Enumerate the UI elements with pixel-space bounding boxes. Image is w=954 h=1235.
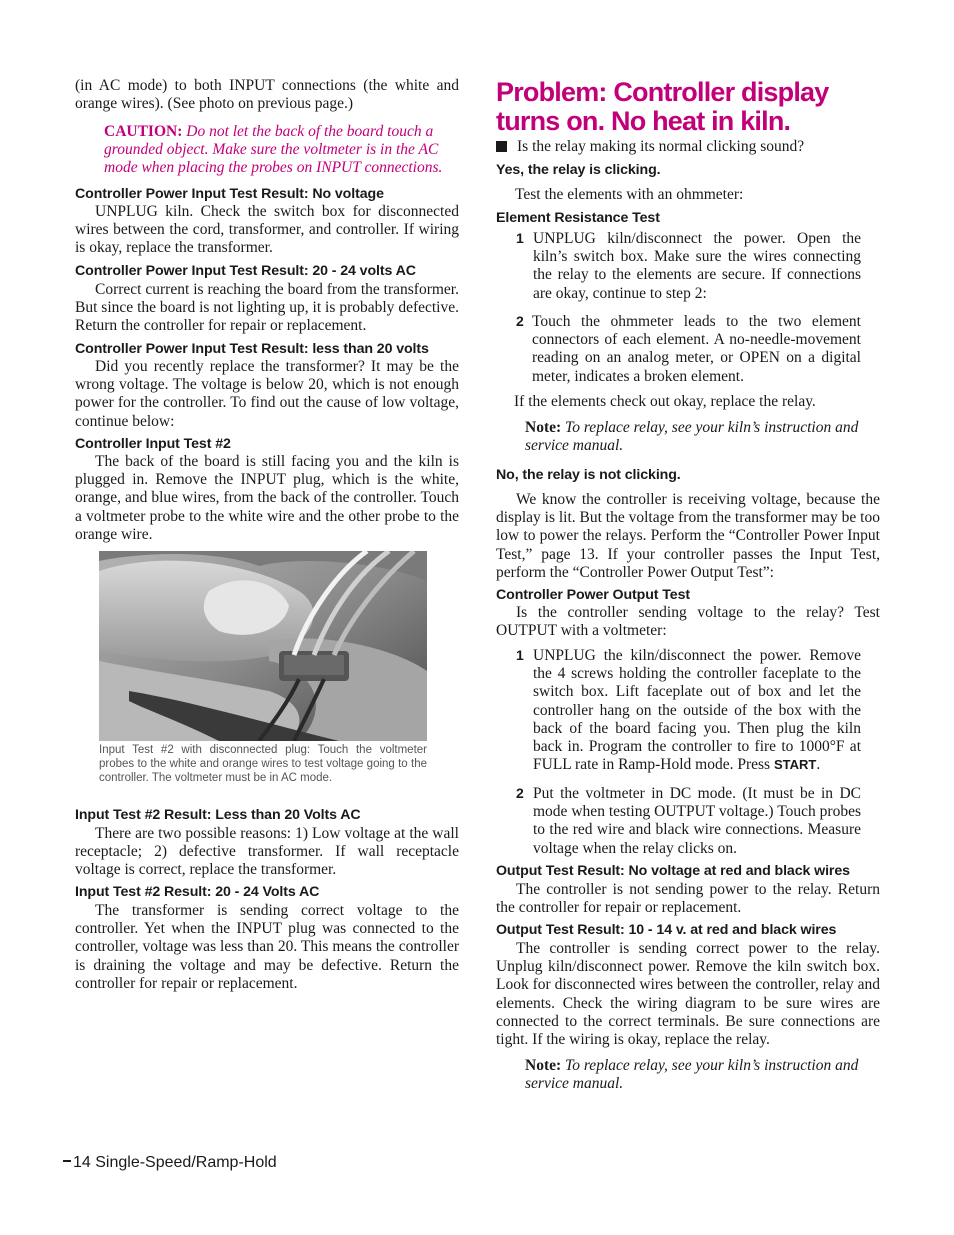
intro-paragraph: (in AC mode) to both INPUT connections (the white and orange wires). (See photo on previous page.)	[75, 77, 459, 113]
note-replace-relay-2	[525, 1057, 865, 1093]
step-number: 1	[516, 230, 524, 246]
step-text-main: UNPLUG the kiln/disconnect the power. Remove the 4 screws holding the controller faceplate to the switch box. Lift faceplate out of box and let the controller hang on the outside of the box with the back of the board facing you. Then plug the kiln back in. Program the controller to fire to 1000°F at FULL rate in Ramp-Hold mode. Press	[533, 647, 861, 774]
square-bullet-icon	[496, 141, 507, 152]
paragraph-output-test: Is the controller sending voltage to the relay? Test OUTPUT with a voltmeter:	[496, 604, 880, 640]
step-number: 2	[516, 313, 524, 329]
paragraph-20-24-volts: Correct current is reaching the board from the transformer. But since the board is not lighting up, it is probably defective. Return the controller for repair or replacement.	[75, 281, 459, 335]
heading-relay-not-clicking: No, the relay is not clicking.	[496, 467, 681, 483]
paragraph-output-no-voltage: The controller is not sending power to the relay. Return the controller for repair or replacement.	[496, 881, 880, 917]
paragraph-result-less-than-20: There are two possible reasons: 1) Low voltage at the wall receptacle; 2) defective transformer. If wall receptacle voltage is correct, replace the transformer.	[75, 825, 459, 879]
paragraph-input-test-2: The back of the board is still facing you and the kiln is plugged in. Remove the INPUT plug, which is the white, orange, and blue wires, from the back of the controller. Touch a voltmeter probe to the white wire and the other probe to the orange wire.	[75, 453, 459, 543]
heading-result-less-than-20: Input Test #2 Result: Less than 20 Volts AC	[75, 807, 361, 823]
paragraph-result-20-24: The transformer is sending correct voltage to the controller. Yet when the INPUT plug was connected to the controller, voltage was less than 20. This means the controller is draining the voltage and may be defective. Return the controller for repair or replacement.	[75, 902, 459, 992]
note-label: Note:	[525, 1057, 562, 1074]
heading-less-than-20: Controller Power Input Test Result: less than 20 volts	[75, 341, 429, 357]
note-text: To replace relay, see your kiln’s instruction and service manual.	[525, 419, 859, 455]
paragraph-no-voltage: UNPLUG kiln. Check the switch box for disconnected wires between the cord, transformer, and controller. If wiring is okay, replace the transformer.	[75, 203, 459, 257]
step-text	[533, 647, 861, 774]
heading-result-20-24: Input Test #2 Result: 20 - 24 Volts AC	[75, 884, 320, 900]
heading-output-no-voltage: Output Test Result: No voltage at red and black wires	[496, 863, 850, 879]
paragraph-relay-not-clicking: We know the controller is receiving voltage, because the display is lit. But the voltage from the transformer may be too low to power the relays. Perform the “Controller Power Input Test,” page 13. If your controller passes the Input Test, perform the “Controller Power Output Test”:	[496, 491, 880, 581]
output-step-1	[516, 647, 861, 774]
paragraph-replace-relay: If the elements check out okay, replace the relay.	[514, 393, 816, 410]
note-text: To replace relay, see your kiln’s instruction and service manual.	[525, 1057, 859, 1093]
heading-output-test: Controller Power Output Test	[496, 587, 690, 603]
paragraph-output-10-14: The controller is sending correct power to the relay. Unplug kiln/disconnect power. Remove the kiln switch box. Look for disconnected wires between the controller, relay and elements. Check the wiring diagram to be sure wires are connected to the correct terminals. Be sure connections are tight. If the wiring is okay, replace the relay.	[496, 940, 880, 1049]
step-text: Touch the ohmmeter leads to the two element connectors of each element. A no-needle-movement reading on an analog meter, or OPEN on a digital meter, indicates a broken element.	[532, 313, 861, 385]
step-text: UNPLUG kiln/disconnect the power. Open the kiln’s switch box. Make sure the wires connecting the relay to the elements are secure. If connections are okay, continue to step 2:	[533, 230, 861, 302]
section-title: Problem: Controller display turns on. No heat in kiln.	[496, 77, 829, 136]
paragraph-ohmmeter: Test the elements with an ohmmeter:	[515, 186, 744, 203]
footer-dash	[63, 1160, 71, 1162]
note-replace-relay	[525, 419, 865, 455]
step-text: Put the voltmeter in DC mode. (It must be in DC mode when testing OUTPUT voltage.) Touch probes to the red wire and black wire connections. Measure voltage when the relay clicks on.	[533, 785, 861, 857]
photo-caption: Input Test #2 with disconnected plug: Touch the voltmeter probes to the white and orange wires to test voltage going to the controller. The voltmeter must be in AC mode.	[99, 744, 427, 784]
heading-20-24-volts: Controller Power Input Test Result: 20 - 24 volts AC	[75, 263, 416, 279]
question-line	[496, 138, 880, 156]
note-label: Note:	[525, 419, 562, 436]
element-step-2	[516, 313, 861, 386]
paragraph-less-than-20: Did you recently replace the transformer? It may be the wrong voltage. The voltage is below 20, which is not enough power for the controller. To find out the cause of low voltage, continue below:	[75, 358, 459, 430]
caution-text: Do not let the back of the board touch a grounded object. Make sure the voltmeter is in the AC mode when placing the probes on INPUT connections.	[104, 123, 443, 177]
voltmeter-photo	[99, 551, 427, 741]
question-text: Is the relay making its normal clicking sound?	[517, 138, 805, 155]
heading-element-resistance: Element Resistance Test	[496, 210, 660, 226]
heading-input-test-2: Controller Input Test #2	[75, 436, 231, 452]
step-text-end: .	[816, 756, 821, 774]
caution-note	[104, 123, 459, 178]
heading-no-voltage: Controller Power Input Test Result: No voltage	[75, 186, 384, 202]
step-number: 1	[516, 647, 524, 663]
page-footer	[63, 1154, 277, 1172]
element-step-1	[516, 230, 861, 303]
heading-output-10-14: Output Test Result: 10 - 14 v. at red and black wires	[496, 922, 837, 938]
heading-relay-clicking: Yes, the relay is clicking.	[496, 162, 661, 178]
footer-text: 14 Single-Speed/Ramp-Hold	[73, 1154, 277, 1171]
caution-label: CAUTION:	[104, 123, 183, 140]
output-step-2	[516, 785, 861, 858]
step-number: 2	[516, 785, 524, 801]
start-key-label: START	[773, 757, 817, 773]
photo-hands-wires	[99, 551, 427, 741]
